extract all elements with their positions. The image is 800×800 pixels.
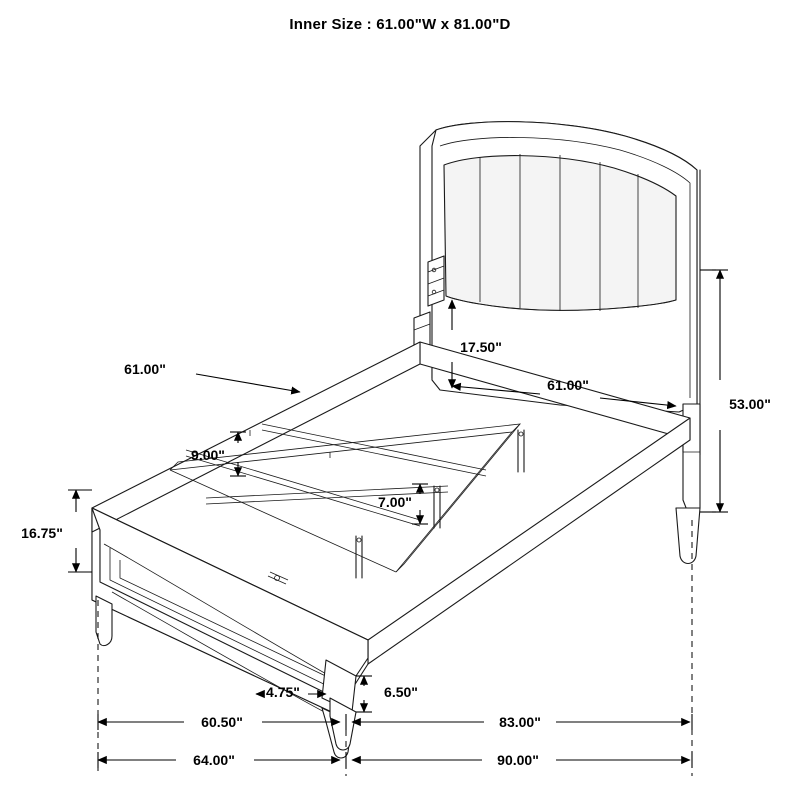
dim-foot-leg-height [356,676,372,712]
dim-label-footboard-height: 16.75" [21,525,63,541]
dim-label-headboard-panel-height: 17.50" [460,339,502,355]
dim-label-rail-height: 9.00" [191,447,225,463]
dim-label-overall-height: 53.00" [729,396,771,412]
dim-label-inner-length-rear: 83.00" [499,714,541,730]
dim-label-foot-leg-inset: 4.75" [266,684,300,700]
dim-label-slat-clearance: 7.00" [378,494,412,510]
dim-overall-height [700,270,728,512]
dim-label-inner-length-front: 60.50" [201,714,243,730]
dim-headboard-inner-width [196,374,300,392]
dim-label-foot-leg-height: 6.50" [384,684,418,700]
dim-label-mattress-width: 61.00" [547,377,589,393]
dim-label-headboard-inner-width: 61.00" [124,361,166,377]
dim-label-overall-width-front: 64.00" [193,752,235,768]
dim-label-overall-length: 90.00" [497,752,539,768]
page-title: Inner Size : 61.00"W x 81.00"D [289,16,511,33]
dim-footboard-height [68,490,92,572]
